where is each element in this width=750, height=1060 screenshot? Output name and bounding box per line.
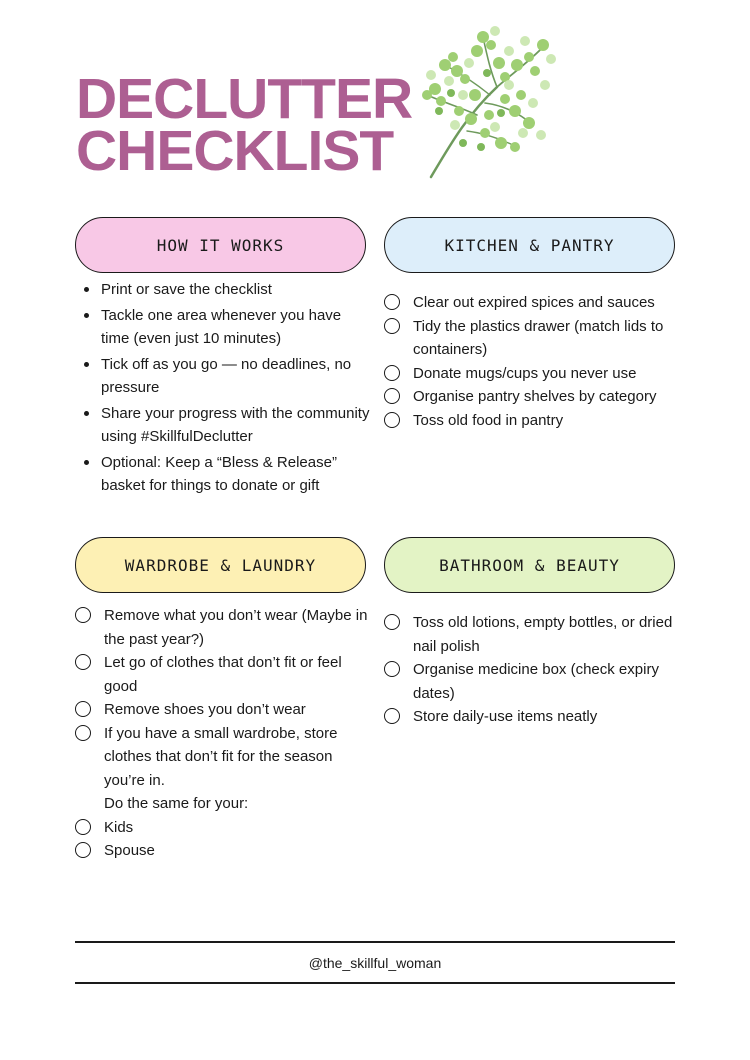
list-item: Tackle one area whenever you have time (even just 10 minutes): [76, 304, 371, 351]
footer-rule-bottom: [75, 982, 675, 984]
bathroom-beauty-list: [384, 611, 679, 729]
checklist-item[interactable]: Store daily-use items neatly: [384, 705, 679, 729]
checklist-item[interactable]: Clear out expired spices and sauces: [384, 291, 679, 315]
footer-handle: @the_skillful_woman: [308, 955, 442, 971]
list-note: Do the same for your:: [104, 795, 249, 812]
checklist-item[interactable]: Toss old lotions, empty bottles, or dried nail polish: [384, 611, 679, 658]
checklist-item[interactable]: Organise medicine box (check expiry dates): [384, 658, 679, 705]
page-title: [76, 67, 413, 183]
how-it-works-list: [76, 278, 371, 500]
list-item: Print or save the checklist: [76, 278, 371, 302]
kitchen-pantry-header: [384, 217, 675, 273]
list-item: Optional: Keep a “Bless & Release” basket for things to donate or gift: [76, 451, 371, 498]
checklist-item[interactable]: Let go of clothes that don’t fit or feel good: [75, 651, 370, 698]
checklist-item[interactable]: Kids: [75, 816, 370, 840]
title-line-1: DECLUTTER: [76, 67, 413, 131]
footer-rule-top: [75, 941, 675, 943]
how-it-works-title: HOW IT WORKS: [156, 235, 285, 255]
checklist-item[interactable]: Remove shoes you don’t wear: [75, 698, 370, 722]
list-item: Share your progress with the community using #SkillfulDeclutter: [76, 402, 371, 449]
wardrobe-laundry-title: WARDROBE & LAUNDRY: [124, 555, 317, 575]
checklist-item[interactable]: If you have a small wardrobe, store clothes that don’t fit for the season you’re in.: [75, 722, 370, 793]
checklist-item[interactable]: Donate mugs/cups you never use: [384, 362, 679, 386]
list-item: Tick off as you go — no deadlines, no pressure: [76, 353, 371, 400]
kitchen-pantry-title: KITCHEN & PANTRY: [444, 235, 615, 255]
bathroom-beauty-header: [384, 537, 675, 593]
how-it-works-header: [75, 217, 366, 273]
checklist-item[interactable]: Toss old food in pantry: [384, 409, 679, 433]
checklist-item[interactable]: Remove what you don’t wear (Maybe in the past year?): [75, 604, 370, 651]
checklist-item[interactable]: Tidy the plastics drawer (match lids to containers): [384, 315, 679, 362]
kitchen-pantry-list: [384, 291, 679, 432]
wardrobe-laundry-list: [75, 604, 370, 863]
checklist-item[interactable]: Organise pantry shelves by category: [384, 385, 679, 409]
title-line-2: CHECKLIST: [76, 119, 394, 183]
plant-branch-icon: [405, 15, 565, 180]
wardrobe-laundry-header: [75, 537, 366, 593]
checklist-item[interactable]: Spouse: [75, 839, 370, 863]
bathroom-beauty-title: BATHROOM & BEAUTY: [439, 555, 620, 575]
